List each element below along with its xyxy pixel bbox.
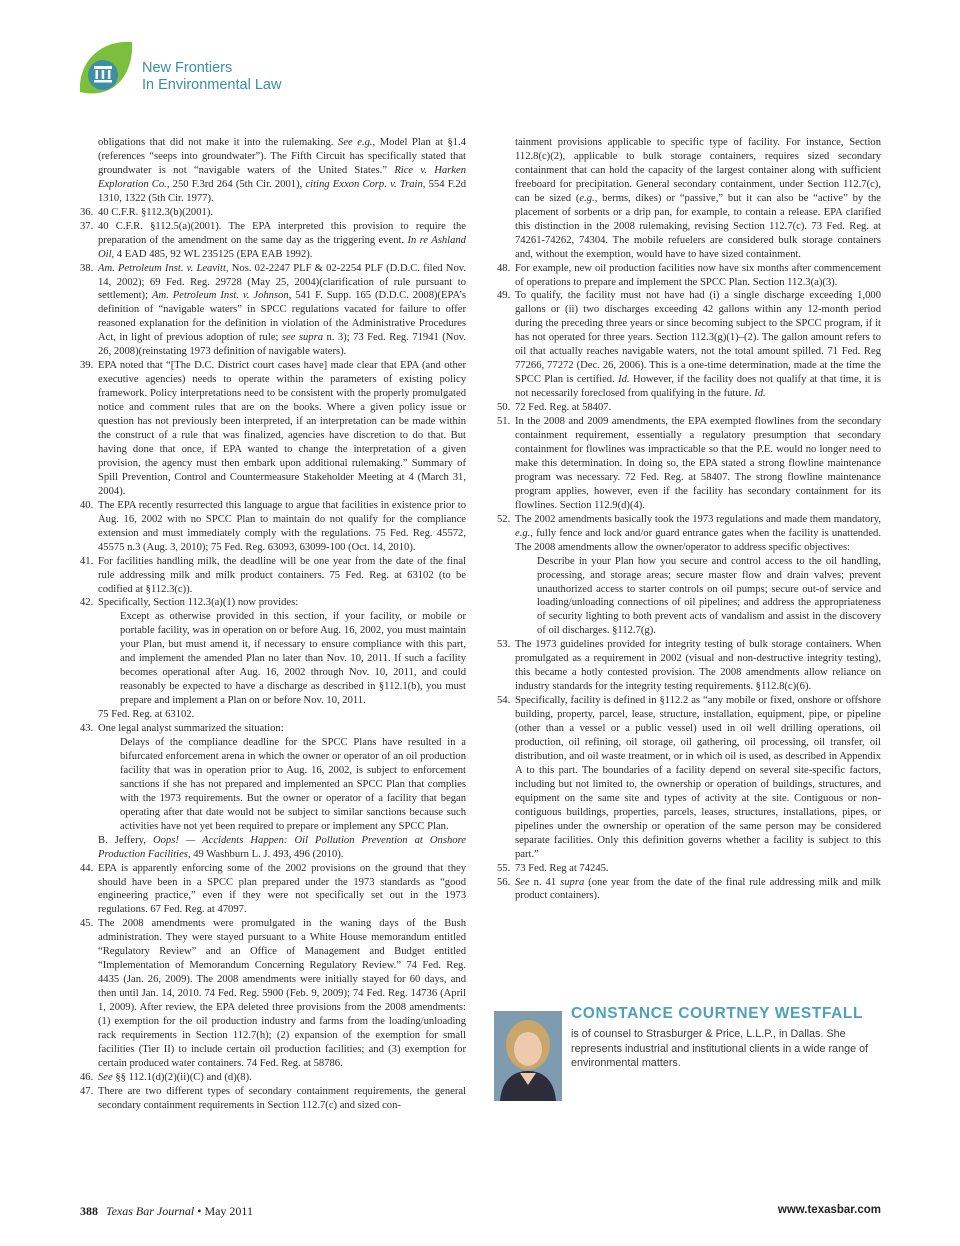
endnote-continuation: obligations that did not make it into the rulemaking. See e.g., Model Plan at §1.4 (references “seeps into groundwater”). The Fifth Circuit has specifically stated that groundwater is not “navigable waters of the United States.” Rice v. Harken Exploration Co., 250 F.3rd 264 (5th Cir. 2001), citing Exxon Corp. v. Train, 554 F.2d 1310, 1322 (5th Cir. 1977).: [98, 137, 467, 204]
endnotes-right-column: [497, 136, 881, 903]
author-name: CONSTANCE COURTNEY WESTFALL: [571, 1005, 864, 1022]
website-url: www.texasbar.com: [777, 1204, 881, 1216]
endnote-42-citation: 75 Fed. Reg. at 63102.: [98, 709, 195, 721]
endnote-43: 43. One legal analyst summarized the situation:: [80, 723, 284, 735]
footer-separator: •: [197, 1204, 202, 1218]
endnote-52-quote: Describe in your Plan how you secure and control access to the oil handling, processing, and storage areas; secure master flow and drain valves; prevent unauthorized access to starter controls on oil pumps; secure out-of service and loading/unloading connections of oil pipelines; and address the appropriateness of security lighting to both prevent acts of vandalism and assist in the discovery of oil discharges. §112.7(g).: [537, 555, 881, 637]
publication-title-line1: New Frontiers: [142, 60, 233, 76]
endnote-36: 36. 40 C.F.R. §112.3(b)(2001).: [80, 206, 213, 218]
endnote-53: 53. The 1973 guidelines provided for integrity testing of bulk storage containers. When promulgated as a requirement in 2002 (visual and non-destructive integrity testing), this became a hotly contested provision. The 2008 amendments allow reliance on industry standards for the integrity testing requirements. §112.8(c)(6).: [497, 639, 881, 693]
issue-date: May 2011: [204, 1204, 253, 1218]
author-bio: [494, 1005, 882, 1101]
endnote-51: 51. In the 2008 and 2009 amendments, the EPA exempted flowlines from the secondary containment requirement, essentially a regulatory presumption that secondary containment for flowlines was impracticable so that the P.E. would no longer need to make this determination. In doing so, the EPA stated a strong flowline maintenance program was necessary. 72 Fed. Reg. at 58407. The strong flowline maintenance program applies, however, even if the facility has secondary containment for its flowlines. Section 112.9(d)(4).: [497, 416, 881, 511]
journal-name: Texas Bar Journal: [106, 1204, 195, 1218]
endnote-49: 49. To qualify, the facility must not have had (i) a single discharge exceeding 1,000 gallons or (ii) two discharges exceeding 42 gallons within any 12-month period during the preceding three years or since becoming subject to the SPCC program, if it has not operated for three years. Section 112.3(g)(1)–(2). The gallon amount refers to oil that actually reaches navigable waters, not the total amount spilled. 71 Fed. Reg 77266, 77272 (Dec. 26, 2006). This is a one-time determination, made at the time the SPCC Plan is certified. Id. However, if the facility does not qualify at that time, it is not necessarily foreclosed from qualifying in the future. Id.: [497, 290, 881, 400]
endnote-42: 42. Specifically, Section 112.3(a)(1) now provides:: [80, 597, 299, 609]
author-photo: [494, 1011, 562, 1101]
endnote-50: 50. 72 Fed. Reg. at 58407.: [497, 402, 612, 414]
publication-title-line2: In Environmental Law: [142, 77, 282, 93]
endnote-48: 48. For example, new oil production facilities now have six months after commencement of operations to prepare and implement the SPCC Plan. Section 112.3(a)(3).: [497, 262, 881, 288]
endnote-45: 45. The 2008 amendments were promulgated in the waning days of the Bush administration. They were stayed pursuant to a White House memorandum entitled “Regulatory Review” and an Office of Management and Budget entitled “Implementation of Memorandum Concerning Regulatory Review.” 74 Fed. Reg. 4435 (Jan. 26, 2009). The 2008 amendments were initially stayed for 60 days, and then until Jan. 14, 2010. 74 Fed. Reg. 5900 (Feb. 9, 2009); 74 Fed. Reg. 14736 (April 1, 2009). After review, the EPA deleted three provisions from the 2008 amendments: (1) exemption for the oil production industry and farms from the loading/unloading rack requirements in Section 112.7(h); (2) expansion of the exemption for small facilities (Tier II) to include certain oil production facilities; and (3) exemption for certain produced water containers. 74 Fed. Reg. at 58786.: [80, 918, 466, 1069]
endnote-56: 56. See n. 41 supra (one year from the date of the final rule addressing milk and milk product containers).: [497, 876, 881, 902]
leaf-columns-icon: [76, 38, 140, 110]
endnote-continuation: tainment provisions applicable to specific type of facility. For instance, Section 112.8(c)(2), applicable to bulk storage containers, requires sized secondary containment that can hold the capacity of the largest container along with sufficient freeboard for precipitation. General secondary containment, under Section 112.7(c), can be sized (e.g., berms, dikes) or “passive,” but it can also be “active” by the placement of sorbents or a drip pan, for example, to contain a release. EPA clarified this distinction in the 2008 rulemaking, revising Section 112.7(c). 73 Fed. Reg. at 74261-74262, 74304. The mobile refuelers are considered bulk storage containers and, without the exemption, would have to have sized containment.: [515, 137, 881, 260]
endnote-52: 52. The 2002 amendments basically took the 1973 regulations and made them mandatory, e.g., fully fence and lock and/or guard entrance gates when the facility is unattended. The 2008 amendments allow the owner/operator to address specific objectives:: [497, 513, 881, 553]
endnote-47: 47. There are two different types of secondary containment requirements, the general secondary containment requirements in Section 112.7(c) and sized con-: [80, 1085, 466, 1111]
endnote-54: 54. Specifically, facility is defined in §112.2 as “any mobile or fixed, onshore or offshore building, property, parcel, lease, structure, installation, equipment, pipe, or pipeline (other than a vessel or a public vessel) used in oil well drilling operations, oil production, oil refining, oil storage, oil gathering, oil processing, oil transfer, oil distribution, and oil waste treatment, or in which oil is used, as described in Appendix A to this part. The boundaries of a facility depend on several site-specific factors, including but not limited to, the ownership or operation of buildings, structures, and equipment on the same site and types of activity at the site. Contiguous or non-contiguous buildings, properties, parcels, leases, structures, installations, pipes, or pipelines under the ownership or operation of the same person may be considered separate facilities. Only this definition governs whether a facility is subject to this part.”: [497, 695, 881, 860]
endnote-42-quote: Except as otherwise provided in this section, if your facility, or mobile or portable facility, was in operation on or before Aug. 16, 2002, you must maintain your Plan, but must amend it, if necessary to ensure compliance with this part, and implement the amended Plan no later than Nov. 10, 2011. If such a facility becomes operational after Aug. 16, 2002 through Nov. 10, 2011, and could reasonably be expected to have a discharge as described in §112.1(b), you must prepare and implement a Plan on or before Nov. 10, 2011.: [120, 611, 466, 707]
publication-logo: [76, 38, 336, 110]
page-footer-left: [80, 1204, 253, 1219]
endnote-38: 38. Am. Petroleum Inst. v. Leavitt, Nos. 02-2247 PLF & 02-2254 PLF (D.D.C. filed Nov. 14, 2002); 69 Fed. Reg. 29728 (May 25, 2004)(clarification of rule pursuant to settlement); Am. Petroleum Inst. v. Johnson, 541 F. Supp. 165 (D.D.C. 2008)(EPA’s definition of “navigable waters” in SPCC regulations vacated for failure to offer reasoned explanation for the definition in violation of the Administrative Procedures Act, in light of previous adoption of rule; see supra n. 3); 73 Fed. Reg. 71941 (Nov. 26, 2008)(reinstating 1973 definition of navigable waters).: [80, 262, 467, 358]
endnote-37: 37. 40 C.F.R. §112.5(a)(2001). The EPA interpreted this provision to require the preparation of the amendment on the same day as the triggering event. In re Ashland Oil, 4 EAD 485, 92 WL 235125 (EPA EAB 1992).: [80, 220, 466, 260]
endnote-39: 39. EPA noted that “[The D.C. District court cases have] made clear that EPA (and other executive agencies) needs to operate within the parameters of existing policy framework. Policy interpretations need to be consistent with the properly promulgated notice and comment rules that are on the books. Where a given policy issue or question has not previously been interpreted, if an interpretation can be made within the construct of a rule that was finalized, agencies have discretion to do that. But having done that once, if EPA wanted to change the interpretation of a given provision, the agency must then embark upon additional rulemaking.” Summary of Spill Prevention, Control and Countermeasure Stakeholder Meeting at 4 (March 31, 2004).: [80, 360, 466, 497]
endnote-46: 46. See §§ 112.1(d)(2)(ii)(C) and (d)(8).: [80, 1071, 252, 1083]
endnote-43-citation: B. Jeffery, Oops! — Accidents Happen: Oil Pollution Prevention at Onshore Production Facilities, 49 Washburn L. J. 493, 496 (2010).: [98, 834, 467, 860]
author-bio-text: is of counsel to Strasburger & Price, L.L.P., in Dallas. She represents industrial and institutional clients in a wide range of environmental matters.: [571, 1028, 869, 1069]
endnote-40: 40. The EPA recently resurrected this language to argue that facilities in existence prior to Aug. 16, 2002 with no SPCC Plan to maintain do not qualify for the compliance extension and must immediately comply with the regulations. 75 Fed. Reg. 45572, 45575 n.3 (Aug. 3, 2010); 75 Fed. Reg. 63093, 63099-100 (Oct. 14, 2010).: [80, 499, 466, 553]
endnote-41: 41. For facilities handling milk, the deadline will be one year from the date of the final rule addressing milk and milk product containers. 75 Fed. Reg. at 63102 (to be codified at §112.3(c)).: [80, 555, 466, 595]
endnote-43-quote: Delays of the compliance deadline for the SPCC Plans have resulted in a bifurcated enforcement arena in which the owner or operator of an oil production facility that was in operation prior to Aug. 16, 2002, is subject to enforcement sanctions if she has not prepared and implemented an SPCC Plan that complies with the 1973 requirements. But the owner or operator of a facility that began operating after that date would not be subject to similar sanctions because such activities have not yet been required to prepare or implement any SPCC Plan.: [120, 736, 466, 832]
page-number: 388: [80, 1204, 98, 1218]
endnote-44: 44. EPA is apparently enforcing some of the 2002 provisions on the ground that they should have been in a SPCC plan prepared under the 1973 standards as “good engineering practice,” even if they were not specifically set out in the 1973 regulations. 67 Fed. Reg. at 47097.: [80, 862, 466, 916]
endnotes-left-column: [80, 136, 466, 1113]
endnote-55: 55. 73 Fed. Reg at 74245.: [497, 862, 609, 874]
